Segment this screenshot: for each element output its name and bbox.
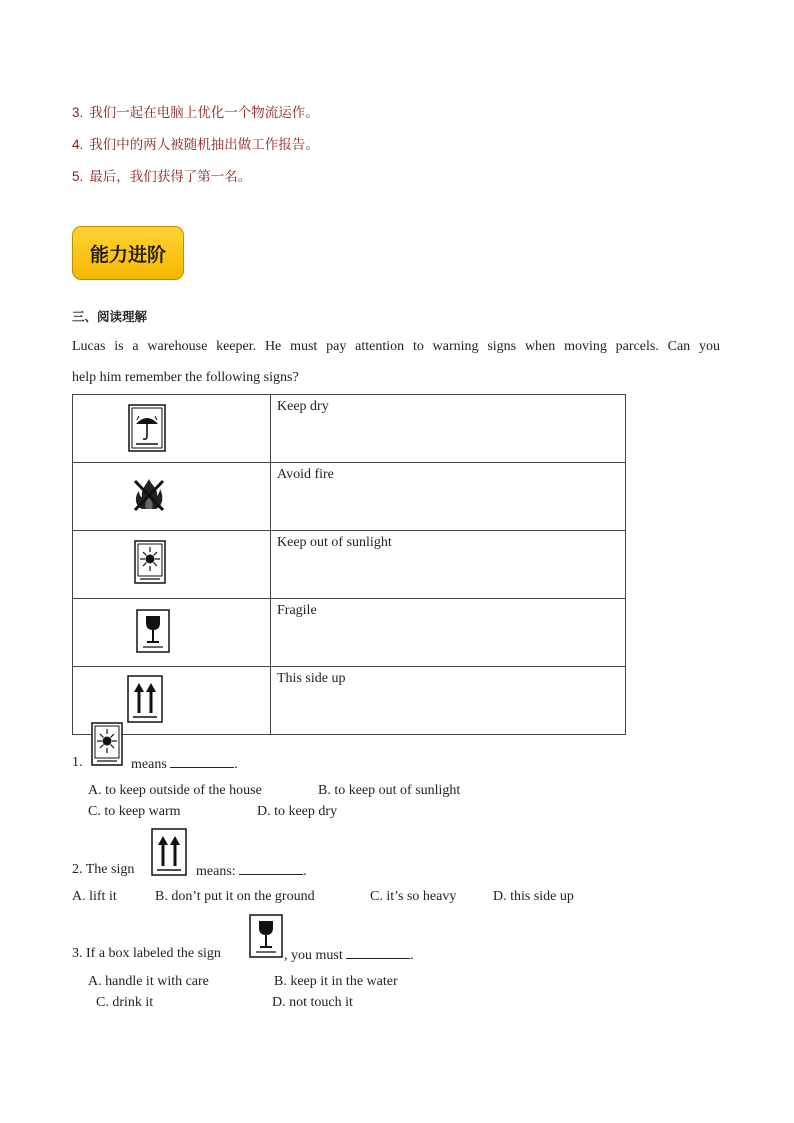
level-badge: 能力进阶	[72, 226, 184, 280]
question-1-stem: means .	[131, 757, 238, 772]
intro-line-2: help him remember the following signs?	[72, 370, 299, 385]
table-row	[73, 463, 626, 531]
question-1: 1.	[72, 755, 83, 770]
answer-blank	[346, 946, 410, 959]
sunlight-icon	[91, 722, 123, 766]
question-2-stem: means: .	[196, 864, 307, 879]
question-3: 3. If a box labeled the sign	[72, 946, 221, 961]
wineglass-fragile-icon	[249, 914, 283, 958]
option-c: C. to keep warm	[88, 804, 181, 819]
list-item-5: 5. 最后，我们获得了第一名。	[72, 169, 252, 185]
answer-blank	[170, 755, 234, 768]
option-b: B. don’t put it on the ground	[155, 889, 315, 904]
table-row	[73, 531, 626, 599]
list-item-4: 4. 我们中的两人被随机抽出做工作报告。	[72, 137, 319, 153]
sign-meaning: This side up	[271, 667, 626, 735]
sign-meaning: Keep out of sunlight	[271, 531, 626, 599]
option-d: D. this side up	[493, 889, 574, 904]
answer-blank	[239, 862, 303, 875]
question-3-stem: , you must .	[284, 948, 414, 963]
option-a: A. to keep outside of the house	[88, 783, 262, 798]
option-c: C. drink it	[96, 995, 154, 1010]
list-item-text: 我们中的两人被随机抽出做工作报告。	[89, 137, 319, 153]
table-row	[73, 599, 626, 667]
table-row	[73, 395, 626, 463]
sign-meaning: Fragile	[271, 599, 626, 667]
table-row	[73, 667, 626, 735]
option-b: B. keep it in the water	[274, 974, 398, 989]
option-d: D. to keep dry	[257, 804, 338, 819]
arrows-up-icon	[151, 828, 187, 876]
arrows-up-icon	[127, 675, 163, 723]
list-item-3: 3. 我们一起在电脑上优化一个物流运作。	[72, 105, 319, 121]
signs-table	[72, 394, 626, 735]
sunlight-icon	[134, 540, 166, 584]
option-d: D. not touch it	[272, 995, 353, 1010]
wineglass-fragile-icon	[136, 609, 170, 653]
no-fire-icon	[132, 476, 166, 512]
option-b: B. to keep out of sunlight	[318, 783, 461, 798]
section-title: 三、阅读理解	[72, 309, 148, 324]
option-c: C. it’s so heavy	[370, 889, 457, 904]
option-a: A. handle it with care	[88, 974, 209, 989]
question-2: 2. The sign	[72, 862, 135, 877]
intro-line-1: Lucas is a warehouse keeper. He must pay attention to warning signs when moving parcels. Can you	[72, 339, 720, 354]
umbrella-keep-dry-icon	[128, 404, 166, 452]
sign-meaning: Keep dry	[271, 395, 626, 463]
list-item-text: 我们一起在电脑上优化一个物流运作。	[89, 105, 319, 121]
sign-meaning: Avoid fire	[271, 463, 626, 531]
list-item-text: 最后，我们获得了第一名。	[89, 169, 252, 185]
option-a: A. lift it	[72, 889, 117, 904]
